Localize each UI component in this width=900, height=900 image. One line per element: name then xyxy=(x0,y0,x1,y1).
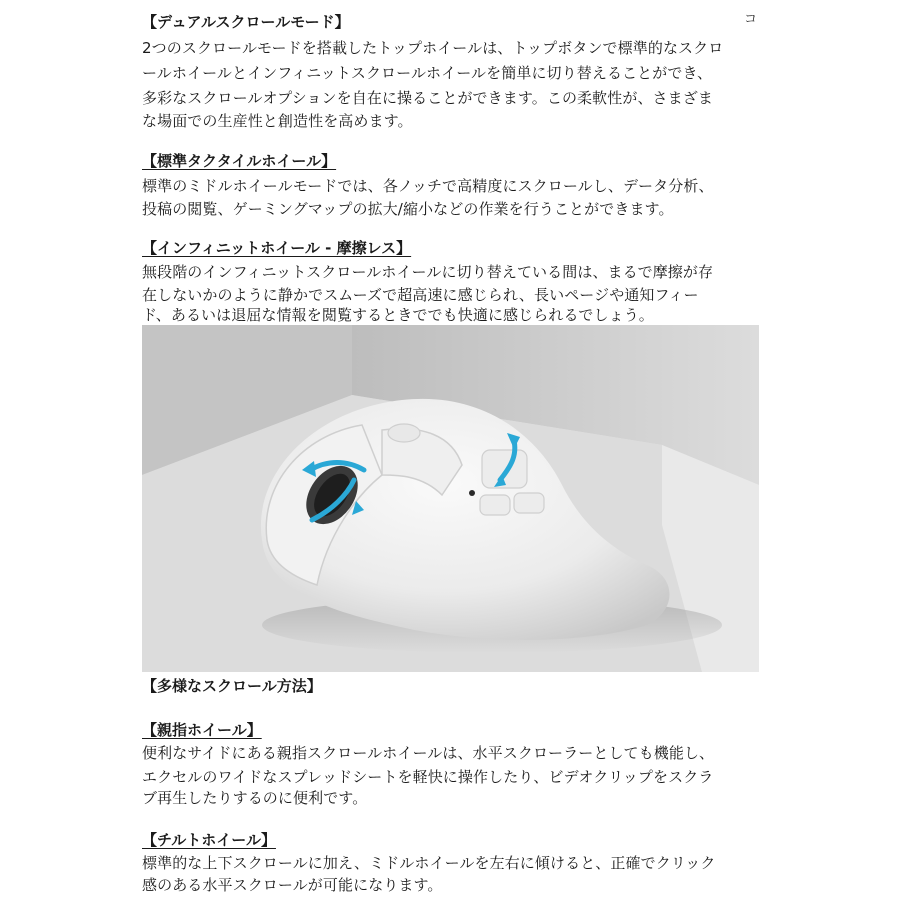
tilt-wheel-line-1: 標準的な上下スクロールに加え、ミドルホイールを左右に傾けると、正確でクリック xyxy=(142,854,716,872)
dual-scroll-line-3: 多彩なスクロールオプションを自在に操ることができます。この柔軟性が、さまざま xyxy=(142,89,713,107)
indicator-dot xyxy=(469,490,475,496)
side-button-back xyxy=(480,495,510,515)
heading-infinite-wheel: 【インフィニットホイール - 摩擦レス】 xyxy=(142,239,412,257)
thumb-wheel-line-1: 便利なサイドにある親指スクロールホイールは、水平スクローラーとしても機能し、 xyxy=(142,744,715,762)
heading-standard-tactile: 【標準タクタイルホイール】 xyxy=(142,152,337,170)
heading-dual-scroll: 【デュアルスクロールモード】 xyxy=(142,13,350,31)
heading-tilt-wheel: 【チルトホイール】 xyxy=(142,831,276,849)
tilt-wheel-line-2: 感のある水平スクロールが可能になります。 xyxy=(142,876,443,894)
thumb-wheel-line-3: ブ再生したりするのに便利です。 xyxy=(142,789,368,807)
infinite-line-2: 在しないかのように静かでスムーズで超高速に感じられ、長いページや通知フィー xyxy=(142,286,699,304)
dual-scroll-line-4: な場面での生産性と創造性を高めます。 xyxy=(142,112,413,130)
mode-switch-button xyxy=(388,424,420,442)
mouse-illustration xyxy=(142,325,759,672)
dual-scroll-line-1: 2つのスクロールモードを搭載したトップホイールは、トップボタンで標準的なスクロ xyxy=(142,39,724,57)
infinite-line-3: ド、あるいは退屈な情報を閲覧するときででも快適に感じられるでしょう。 xyxy=(142,306,654,324)
cropped-text-fragment: コ xyxy=(744,12,758,27)
side-button-extra xyxy=(514,493,544,513)
infinite-line-1: 無段階のインフィニットスクロールホイールに切り替えている間は、まるで摩擦が存 xyxy=(142,263,714,281)
mouse-product-image xyxy=(142,325,759,672)
standard-tactile-line-2: 投稿の閲覧、ゲーミングマップの拡大/縮小などの作業を行うことができます。 xyxy=(142,200,674,218)
heading-thumb-wheel: 【親指ホイール】 xyxy=(142,721,262,739)
dual-scroll-line-2: ールホイールとインフィニットスクロールホイールを簡単に切り替えることができ、 xyxy=(142,64,713,82)
heading-various-methods: 【多様なスクロール方法】 xyxy=(142,677,322,695)
thumb-wheel-line-2: エクセルのワイドなスプレッドシートを軽快に操作したり、ビデオクリップをスクラ xyxy=(142,768,714,786)
standard-tactile-line-1: 標準のミドルホイールモードでは、各ノッチで高精度にスクロールし、データ分析、 xyxy=(142,177,714,195)
